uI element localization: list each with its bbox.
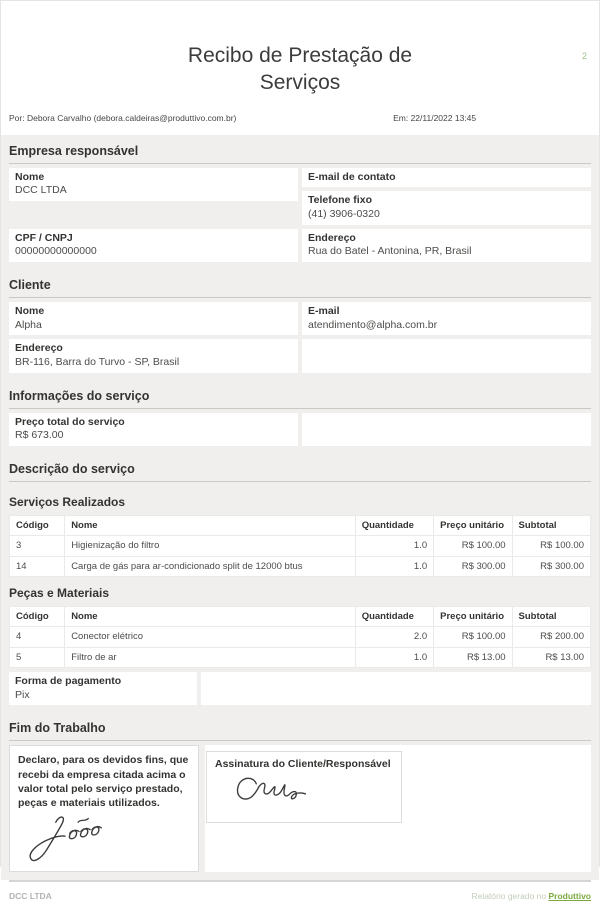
footer-divider [9, 880, 591, 882]
section-header-company: Empresa responsável [9, 135, 591, 164]
spacer [9, 262, 591, 269]
materials-table [9, 606, 591, 668]
document-footer [1, 880, 599, 910]
empty-cell [302, 413, 591, 446]
column-header: Subtotal [512, 515, 590, 535]
field-label: E-mail de contato [308, 170, 396, 183]
field-value: atendimento@alpha.com.br [308, 318, 438, 331]
column-header: Quantidade [355, 515, 433, 535]
cell-unit-price: R$ 100.00 [434, 627, 512, 647]
cell-name: Filtro de ar [65, 647, 356, 667]
table-header-row [10, 515, 591, 535]
field-value: DCC LTDA [15, 184, 67, 197]
client-signature-area [205, 745, 591, 872]
table-row [10, 536, 591, 556]
field-label: Telefone fixo [308, 194, 372, 207]
field-label: Endereço [308, 231, 356, 244]
company-left-column [9, 168, 298, 262]
services-table-title: Serviços Realizados [9, 494, 126, 509]
field-value: Rua do Batel - Antonina, PR, Brasil [308, 245, 472, 258]
client-fields [9, 302, 591, 373]
table-row [10, 647, 591, 667]
footer-generated-prefix: Relatório gerado no [471, 891, 547, 902]
cell-code: 14 [10, 556, 65, 576]
field-value: Alpha [15, 318, 42, 331]
cell-subtotal: R$ 300.00 [512, 556, 590, 576]
author-text: Por: Debora Carvalho (debora.caldeiras@produttivo.com.br) [9, 112, 237, 123]
field-client-address [9, 339, 298, 372]
company-right-column [302, 168, 591, 262]
column-header: Subtotal [512, 606, 590, 626]
byline [9, 113, 591, 123]
column-header: Código [10, 606, 65, 626]
field-total-price [9, 413, 298, 446]
document-header [1, 1, 599, 135]
client-signature-box [206, 751, 402, 823]
cell-quantity: 2.0 [355, 627, 433, 647]
cell-unit-price: R$ 300.00 [434, 556, 512, 576]
declaration-box [9, 745, 199, 872]
footer-row [9, 891, 591, 901]
column-header: Nome [65, 515, 356, 535]
field-label: CPF / CNPJ [15, 231, 73, 244]
signature-box-label: Assinatura do Cliente/Responsável [215, 758, 391, 771]
footer-generated-text [471, 891, 591, 901]
table-header-row [10, 606, 591, 626]
cell-quantity: 1.0 [355, 647, 433, 667]
field-company-contact-email [302, 168, 591, 188]
section-header-client: Cliente [9, 269, 591, 298]
signatures-row [9, 745, 591, 872]
spacer [9, 705, 591, 712]
cell-unit-price: R$ 100.00 [434, 536, 512, 556]
cell-subtotal: R$ 13.00 [512, 647, 590, 667]
declaration-text: Declaro, para os devidos fins, que recebi da empresa citada acima o valor total pelo serviço prestado, peças e materiais utilizados. [18, 754, 189, 809]
technician-signature-joao [22, 812, 110, 864]
field-value: (41) 3906-0320 [308, 208, 380, 221]
page-title [9, 43, 591, 97]
field-label: Forma de pagamento [15, 675, 122, 688]
table-row [10, 556, 591, 576]
field-company-name [9, 168, 298, 201]
column-header: Preço unitário [434, 606, 512, 626]
section-header-work-end: Fim do Trabalho [9, 712, 591, 741]
section-header-service-info: Informações do serviço [9, 380, 591, 409]
cell-name: Higienização do filtro [65, 536, 356, 556]
field-value: R$ 673.00 [15, 429, 64, 442]
payment-row [9, 672, 591, 705]
spacer [9, 446, 591, 453]
field-company-address [302, 229, 591, 262]
cell-name: Conector elétrico [65, 627, 356, 647]
materials-table-title: Peças e Materiais [9, 585, 110, 600]
column-header: Preço unitário [434, 515, 512, 535]
company-fields [9, 168, 591, 262]
field-label: Preço total do serviço [15, 415, 125, 428]
field-payment-method [9, 672, 197, 705]
field-client-email [302, 302, 591, 335]
table-row [10, 627, 591, 647]
cell-subtotal: R$ 100.00 [512, 536, 590, 556]
footer-company-name: DCC LTDA [9, 891, 52, 902]
services-table [9, 515, 591, 577]
cell-code: 4 [10, 627, 65, 647]
cell-code: 5 [10, 647, 65, 667]
produttivo-link[interactable]: Produttivo [548, 891, 591, 902]
column-header: Nome [65, 606, 356, 626]
field-label: E-mail [308, 304, 340, 317]
empty-cell [302, 339, 591, 372]
empty-cell [201, 672, 591, 705]
datetime-text: Em: 22/11/2022 13:45 [393, 112, 477, 123]
cell-name: Carga de gás para ar-condicionado split de 12000 btus [65, 556, 356, 576]
column-header: Quantidade [355, 606, 433, 626]
field-company-cpf-cnpj [9, 229, 298, 262]
spacer [9, 205, 298, 225]
field-value: Pix [15, 688, 30, 701]
field-label: Endereço [15, 342, 63, 355]
client-signature-carlos [229, 772, 329, 812]
cell-subtotal: R$ 200.00 [512, 627, 590, 647]
page-title-line2: Serviços [259, 70, 341, 94]
field-value: 00000000000000 [15, 245, 97, 258]
page-number: 2 [581, 51, 587, 61]
field-company-phone [302, 191, 591, 224]
cell-code: 3 [10, 536, 65, 556]
field-label: Nome [15, 170, 45, 183]
cell-quantity: 1.0 [355, 556, 433, 576]
service-info-fields [9, 413, 591, 446]
page-title-line1: Recibo de Prestação de [187, 44, 413, 67]
field-client-name [9, 302, 298, 335]
column-header: Código [10, 515, 65, 535]
document-body [1, 135, 599, 880]
field-value: BR-116, Barra do Turvo - SP, Brasil [15, 355, 180, 368]
field-label: Nome [15, 304, 45, 317]
cell-quantity: 1.0 [355, 536, 433, 556]
cell-unit-price: R$ 13.00 [434, 647, 512, 667]
spacer [9, 373, 591, 380]
section-header-service-description: Descrição do serviço [9, 453, 591, 482]
